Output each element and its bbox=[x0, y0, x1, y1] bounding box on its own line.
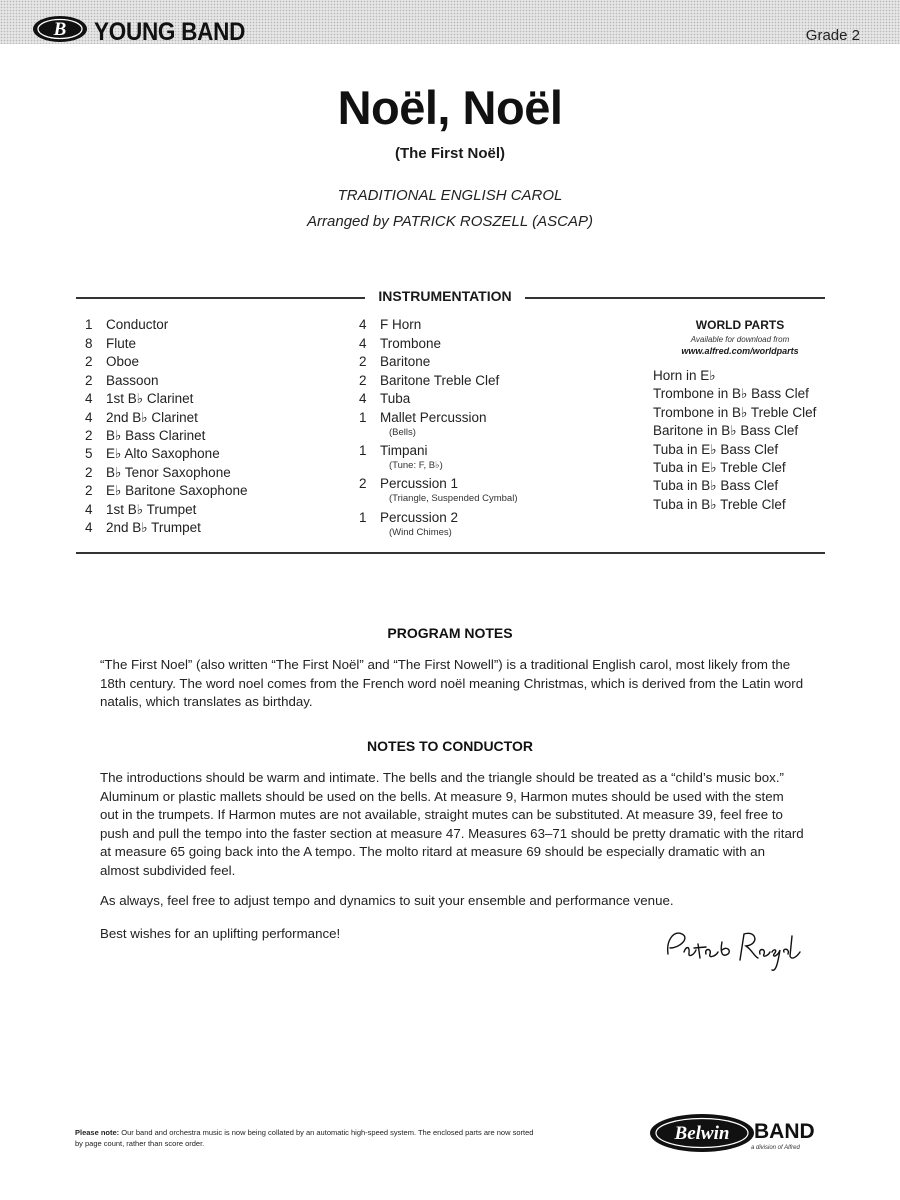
instrument-name: B♭ Tenor Saxophone bbox=[106, 465, 231, 480]
brand-name: YOUNG BAND bbox=[94, 18, 246, 46]
instrument-note: (Wind Chimes) bbox=[389, 527, 452, 538]
instrument-quantity: 2 bbox=[85, 428, 93, 443]
world-parts-title: WORLD PARTS bbox=[695, 318, 785, 332]
instrument-quantity: 2 bbox=[359, 373, 367, 388]
instrument-quantity: 2 bbox=[359, 476, 367, 491]
young-band-logo-icon bbox=[32, 14, 90, 44]
instrument-quantity: 2 bbox=[85, 465, 93, 480]
footer-note-text: Our band and orchestra music is now being collated by an automatic high-speed system. The enclosed parts are now sorted by page count, rather than score order. bbox=[75, 1128, 534, 1148]
instrument-name: F Horn bbox=[380, 317, 422, 332]
svg-text:B: B bbox=[53, 19, 67, 40]
conductor-notes-paragraph-1: The introductions should be warm and intimate. The bells and the triangle should be treated as a “child’s music box.” Aluminum or plastic mallets should be used on the bells. At measure 9, Harmon mutes should be used with the stem out in the trumpets. If Harmon mutes are not available, straight mutes can be substituted. At measure 39, feel free to push and pull the tempo into the faster section at measure 47. Measures 63–71 should be pretty dramatic with the ritard at measure 65 going back into the A tempo. The molto ritard at measure 69 should be especially dramatic with an almost subdivided feel. bbox=[100, 770, 804, 878]
instrument-quantity: 4 bbox=[85, 502, 93, 517]
instrument-quantity: 4 bbox=[85, 520, 93, 535]
footer-note bbox=[75, 1127, 535, 1149]
signature-icon bbox=[660, 922, 805, 982]
world-parts-url[interactable]: www.alfred.com/worldparts bbox=[681, 346, 799, 356]
footer-note-label: Please note: bbox=[75, 1128, 120, 1137]
instrument-name: E♭ Baritone Saxophone bbox=[106, 483, 248, 498]
instrument-name: 2nd B♭ Trumpet bbox=[106, 520, 201, 535]
instrument-quantity: 1 bbox=[359, 410, 367, 425]
instrument-name: Tuba bbox=[380, 391, 411, 406]
world-part-item: Trombone in B♭ Treble Clef bbox=[653, 404, 817, 420]
composer-credit: TRADITIONAL ENGLISH CAROL bbox=[337, 187, 563, 204]
arranger-credit: Arranged by PATRICK ROSZELL (ASCAP) bbox=[307, 213, 593, 230]
conductor-notes-paragraph-3: Best wishes for an uplifting performance! bbox=[100, 926, 341, 941]
world-part-item: Tuba in E♭ Bass Clef bbox=[653, 441, 779, 457]
instrument-name: Baritone bbox=[380, 354, 431, 369]
instrument-name: 2nd B♭ Clarinet bbox=[106, 410, 198, 425]
instrument-name: B♭ Bass Clarinet bbox=[106, 428, 206, 443]
instrumentation-rule-bottom bbox=[76, 552, 825, 554]
grade-label: Grade 2 bbox=[805, 27, 860, 44]
instrument-quantity: 1 bbox=[85, 317, 93, 332]
instrument-name: E♭ Alto Saxophone bbox=[106, 446, 220, 461]
instrument-quantity: 1 bbox=[359, 510, 367, 525]
instrument-quantity: 2 bbox=[85, 354, 93, 369]
belwin-logo-icon bbox=[648, 1112, 756, 1154]
instrument-quantity: 2 bbox=[359, 354, 367, 369]
page-title: Noël, Noël bbox=[337, 81, 563, 134]
instrument-name: Baritone Treble Clef bbox=[380, 373, 500, 388]
program-notes-heading: PROGRAM NOTES bbox=[387, 625, 513, 641]
world-part-item: Tuba in B♭ Bass Clef bbox=[653, 478, 779, 494]
instrument-quantity: 4 bbox=[359, 391, 367, 406]
instrument-quantity: 4 bbox=[359, 336, 367, 351]
instrument-name: Flute bbox=[106, 336, 137, 351]
world-parts-available: Available for download from bbox=[690, 335, 790, 344]
instrument-quantity: 5 bbox=[85, 446, 93, 461]
instrument-name: Conductor bbox=[106, 317, 169, 332]
conductor-notes-heading: NOTES TO CONDUCTOR bbox=[367, 738, 533, 754]
world-part-item: Baritone in B♭ Bass Clef bbox=[653, 423, 799, 439]
instrument-name: Percussion 1 bbox=[380, 476, 459, 491]
instrument-quantity: 8 bbox=[85, 336, 93, 351]
belwin-logo-text: Belwin bbox=[674, 1123, 730, 1144]
instrument-name: Mallet Percussion bbox=[380, 410, 487, 425]
conductor-notes-paragraph-2: As always, feel free to adjust tempo and dynamics to suit your ensemble and performance venue. bbox=[100, 893, 674, 908]
instrument-quantity: 4 bbox=[85, 410, 93, 425]
instrumentation-heading: INSTRUMENTATION bbox=[365, 288, 525, 304]
program-notes-text: “The First Noel” (also written “The First Noël” and “The First Nowell”) is a traditional English carol, most likely from the 18th century. The word noel comes from the French word noël meaning Christmas, which is derived from the Latin word natalis, which translates as birthday. bbox=[100, 657, 804, 709]
belwin-band-label: BAND bbox=[754, 1120, 815, 1143]
instrument-name: Percussion 2 bbox=[380, 510, 459, 525]
instrument-quantity: 4 bbox=[359, 317, 367, 332]
instrument-name: 1st B♭ Trumpet bbox=[106, 502, 197, 517]
instrument-quantity: 1 bbox=[359, 443, 367, 458]
world-part-item: Horn in E♭ bbox=[653, 368, 716, 383]
subtitle: (The First Noël) bbox=[394, 145, 505, 162]
instrument-quantity: 2 bbox=[85, 483, 93, 498]
instrument-note: (Tune: F, B♭) bbox=[389, 460, 443, 471]
instrument-name: Timpani bbox=[380, 443, 428, 458]
instrument-name: Oboe bbox=[106, 354, 140, 369]
instrument-quantity: 4 bbox=[85, 391, 93, 406]
instrument-quantity: 2 bbox=[85, 373, 93, 388]
world-part-item: Tuba in B♭ Treble Clef bbox=[653, 496, 786, 512]
instrument-name: Trombone bbox=[380, 336, 442, 351]
instrument-name: 1st B♭ Clarinet bbox=[106, 391, 194, 406]
world-part-item: Tuba in E♭ Treble Clef bbox=[653, 460, 786, 475]
belwin-division: a division of Alfred bbox=[751, 1145, 800, 1151]
world-part-item: Trombone in B♭ Bass Clef bbox=[653, 386, 809, 402]
instrument-note: (Bells) bbox=[389, 427, 416, 438]
instrument-name: Bassoon bbox=[106, 373, 159, 388]
instrument-note: (Triangle, Suspended Cymbal) bbox=[389, 493, 518, 504]
